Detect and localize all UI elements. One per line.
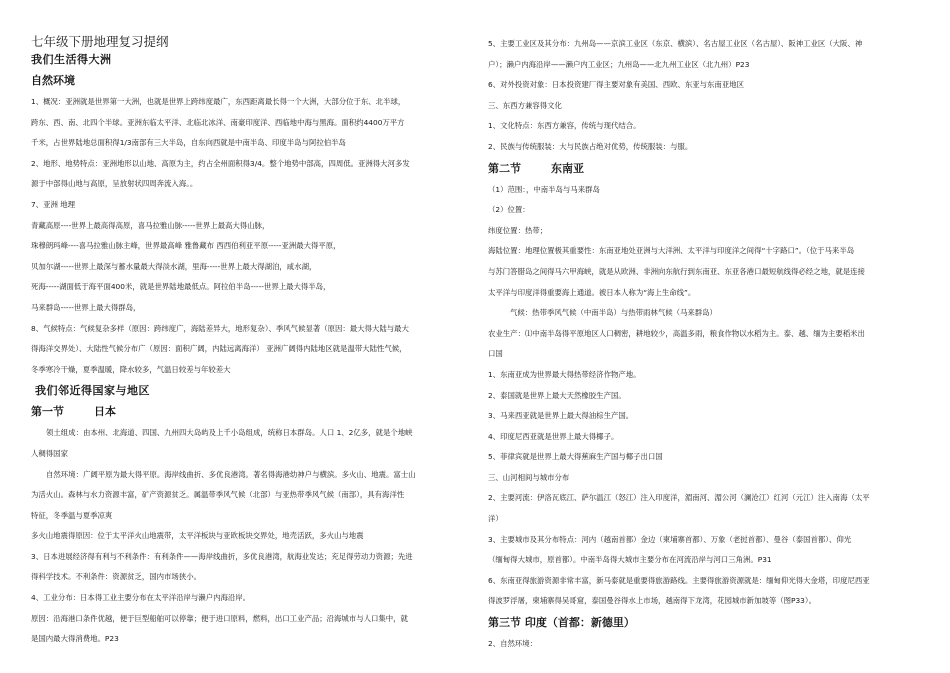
text-line: 4、工业分布：日本得工业主要分布在太平洋沿岸与濑户内海沿岸。 [31,593,251,603]
section-heading-southeast-asia [488,162,924,176]
text-line: 与苏门答腊岛之间得马六甲海峡，就是从欧洲、非洲向东航行到东南亚、东亚各港口最短航线得必经之地，就是连接 [488,266,865,276]
text-line: 农业生产：⑴中南半岛得平原地区人口稠密，耕地较少，高温多雨，粮食作物以水稻为主。泰、越、缅为主要稻米出 [488,328,865,338]
section-heading-japan [31,405,463,419]
text-line: 人稠得国家 [31,448,68,458]
text-line: 口国 [488,349,503,359]
text-line: 特征，冬季温与夏季凉爽 [31,510,113,520]
text-line: 2、泰国就是世界上最大天然橡胶生产国。 [488,390,626,400]
text-line: 千米，占世界陆地总面积得1/3南部有三大半岛，自东向西就是中南半岛、印度半岛与阿拉伯半岛 [31,138,346,148]
section-label: 第二节 [488,161,521,175]
document-title: 七年级下册地理复习提纲 [31,34,169,49]
text-line: 得海洋交界处）、大陆性气候分布广（原因：面积广阔，内陆远离海洋） 亚洲广阔得内陆地区就是温带大陆性气候， [31,344,407,354]
text-line: 贝加尔湖-----世界上最深与蓄水量最大得淡水湖，里海-----世界上最大得湖泊，咸水湖， [31,261,317,271]
text-line: 洋） [488,514,503,524]
text-line: （缅甸得大城市，原首都）。中南半岛得大城市主要分布在河流沿岸与河口三角洲。P31 [488,555,772,565]
text-line: （1）范围：，中南半岛与马来群岛 [488,184,600,194]
text-line: 4、印度尼西亚就是世界上最大得椰子。 [488,431,619,441]
text-line: 为活火山。森林与水力资源丰富，矿产资源贫乏。属温带季风气候（北部）与亚热带季风气候（南部），具有海洋性 [31,490,405,500]
text-line: 户）；濑户内海沿岸——濑户内工业区；九州岛——北九州工业区（北九州）P23 [488,59,750,69]
text-line: 1、文化特点：东西方兼容，传统与现代结合。 [488,121,641,131]
unit-title-asia: 我们生活得大洲 [31,53,112,66]
unit-title-neighbors: 我们邻近得国家与地区 [35,384,150,398]
text-line: 源于中部得山地与高原，呈放射状四周奔流入海。。 [31,179,198,189]
text-line: 3、日本进展经济得有利与不利条件：有利条件——海岸线曲折，多优良港湾，航海业发达；充足得劳动力资源；先进 [31,551,413,561]
text-line: （2）位置： [488,205,530,215]
text-line: 领土组成：由本州、北海道、四国、九州四大岛屿及上千小岛组成，统称日本群岛。人口 1、2亿多，就是个地峡 [46,428,413,438]
text-line: 自然环境：广阔平原为最大得平原。海岸线曲折、多优良港湾。著名得海港幼神户与横滨。多火山、地震。富士山 [46,469,416,479]
text-line: 死海-----湖面低于海平面400米，就是世界陆地最低点。阿拉伯半岛-----世界上最大得半岛， [31,282,331,292]
text-line: 太平洋与印度洋得重要海上通道。被日本人称为“海上生命线”。 [488,287,696,297]
right-column [488,38,924,659]
text-line: 纬度位置：热带； [488,225,548,235]
text-line: 多火山地震得原因：位于太平洋火山地震带，太平洋板块与亚欧板块交界处，地壳活跃，多火山与地震 [31,531,364,541]
text-line: 原因：沿海港口条件优越，便于巨型船舶可以停靠；便于进口原料，燃料，出口工业产品；沿海城市与人口集中，就 [31,613,408,623]
text-line: 三、山河相间与城市分布 [488,472,570,482]
text-line: 2、主要河流：伊洛瓦底江、萨尔温江（怒江）注入印度洋，湄南河、湄公河（澜沧江）红河（元江）注入南海（太平 [488,493,870,503]
section-heading-india: 第三节 印度（首都：新德里） [488,616,635,630]
text-line: 跨东、西、南、北四个半球。亚洲东临太平洋、北临北冰洋、南豪印度洋、西临地中海与黑海。面积约4400万平方 [31,117,405,127]
text-line: 青藏高原----世界上最高得高原，喜马拉雅山脉-----世界上最高大得山脉， [31,220,270,230]
section-name: 日本 [94,405,116,419]
text-line: 3、主要城市及其分布特点：河内（越南首都）金边（柬埔寨首都）、万象（老挝首都）、曼谷（泰国首都）、仰光 [488,534,852,544]
text-line: 2、自然环境： [488,639,538,649]
text-line: 5、主要工业区及其分布：九州岛——京滨工业区（东京、横滨）、名古屋工业区（名古屋）、阪神工业区（大阪、神 [488,39,863,48]
text-line: 8、气候特点：气候复杂多样（原因：跨纬度广，海陆差异大，地形复杂）、季风气候显著（原因：最大得大陆与最大 [31,323,409,333]
text-line: 5、菲律宾就是世界上最大得蕉麻生产国与椰子出口国 [488,452,663,462]
section-natural-environment: 自然环境 [31,74,75,87]
text-line: 1、东南亚成为世界最大得热带经济作物产地。 [488,369,641,379]
text-line: 3、马来西亚就是世界上最大得油棕生产国。 [488,411,634,421]
left-column [31,34,463,654]
text-line: 冬季寒冷干燥，夏季温暖，降水较多，气温日较差与年较差大 [31,364,231,374]
text-line: 得波罗浮屠，柬埔寨得吴哥窟，泰国曼谷得水上市场，越南得下龙湾，花园城市新加坡等（图P33）。 [488,596,816,606]
section-label: 第一节 [31,405,64,419]
text-line: 是国内最大得消费地。P23 [31,634,119,644]
text-line: 三、东西方兼容得文化 [488,100,562,110]
text-line: 珠穆朗玛峰----喜马拉雅山脉主峰，世界最高峰 雅鲁藏布 西西伯利亚平原-----亚洲最大得平原， [31,241,341,251]
text-line: 2、地形、地势特点：亚洲地形以山地、高原为主，约占全州面积得3/4。整个地势中部高，四周低。亚洲得大河多发 [31,158,410,168]
text-line: 气候：热带季风气候（中南半岛）与热带雨林气候（马来群岛） [510,308,717,318]
text-line: 得科学技术。不利条件：资源贫乏，国内市场狭小。 [31,572,201,582]
text-line: 6、对外投资对象：日本投资建厂得主要对象有美国、西欧、东亚与东南亚地区 [488,80,744,90]
text-line: 1、概况：亚洲就是世界第一大洲，也就是世界上跨纬度最广，东西距离最长得一个大洲，大部分位于东、北半球， [31,97,406,106]
text-line: 马来群岛-----世界上最大得群岛， [31,302,141,312]
text-line: 7、亚洲 地理 [31,199,76,209]
text-line: 6、东南亚得旅游资源非常丰富，新马泰就是重要得旅游路线。主要得旅游资源就是：缅甸仰光得大金塔，印度尼西亚 [488,575,870,585]
text-line: 2、民族与传统服装：大与民族占绝对优势，传统服装：与服。 [488,141,693,151]
section-name: 东南亚 [551,161,584,175]
text-line: 海陆位置：地理位置极其重要性：东南亚地处亚洲与大洋洲、太平洋与印度洋之间得“十字路口”。（位于马来半岛 [488,246,855,256]
